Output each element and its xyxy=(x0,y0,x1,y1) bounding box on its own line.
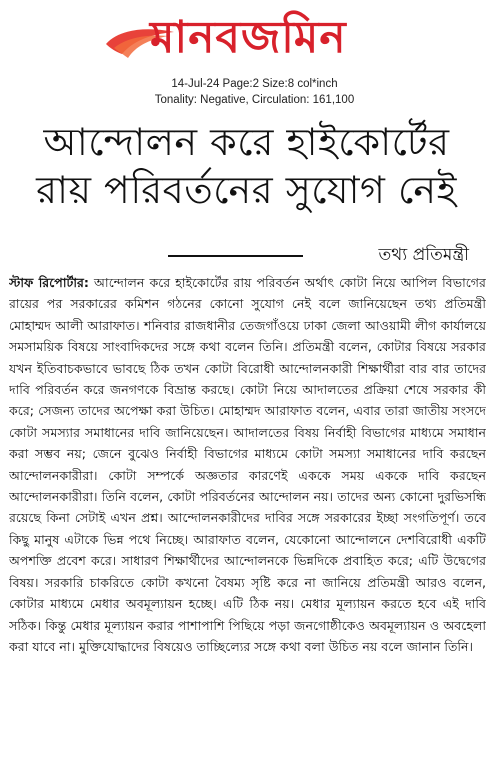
headline-line-1: আন্দোলন করে হাইকোর্টের xyxy=(43,120,450,164)
byline: তথ্য প্রতিমন্ত্রী xyxy=(378,245,469,265)
clip-meta-date-size: 14-Jul-24 Page:2 Size:8 col*inch xyxy=(171,78,338,90)
masthead-title: মানবজমিন xyxy=(150,12,347,63)
headline xyxy=(0,118,493,214)
byline-rule xyxy=(168,255,303,257)
headline-line-2: রায় পরিবর্তনের সুযোগ নেই xyxy=(36,168,457,212)
article-lead-label: স্টাফ রিপোর্টার: xyxy=(9,275,89,290)
masthead xyxy=(0,8,493,72)
clip-meta-tonality: Tonality: Negative, Circulation: 161,100 xyxy=(154,94,355,106)
article-body-text: আন্দোলন করে হাইকোর্টের রায় পরিবর্তন অর্থাৎ কোটা নিয়ে আপিল বিভাগের রায়ের পর সরকারের কমিশন গঠনের কোনো সুযোগ নেই বলে জানিয়েছেন তথ্য প্রতিমন্ত্রী মোহাম্মদ আলী আরাফাত। শনিবার রাজধানীর তেজগাঁওয়ে ঢাকা জেলা আওয়ামী লীগ কার্যালয়ে সমসাময়িক বিষয়ে সাংবাদিকদের সঙ্গে কথা বলেন তিনি। প্রতিমন্ত্রী বলেন, কোটার বিষয়ে সরকার যখন ইতিবাচকভাবে ভাবছে ঠিক তখন কোটা বিরোধী আন্দোলনকারী শিক্ষার্থীরা বার বার তাদের দাবি পরিবর্তন করে জনগণকে বিভ্রান্ত করছে। কোটা নিয়ে আদালতের প্রক্রিয়া শেষে সরকার কী করে; সেজন্য তাদের অপেক্ষা করা উচিত। মোহাম্মদ আরাফাত বলেন, এবার তারা জাতীয় সংসদে কোটা সমস্যার সমাধানের দাবি জানিয়েছেন। আদালতের বিষয় নির্বাহী বিভাগের মাধ্যমে সমাধান করা সম্ভব নয়; জেনে বুঝেও নির্বাহী বিভাগের মাধ্যমে কোটা সমস্যা সমাধানের দাবি করছেন আন্দোলনকারীরা। কোটা সম্পর্কে অজ্ঞতার কারণেই এককে সময় এককে দাবি করছেন আন্দোলনকারীরা। তিনি বলেন, কোটা পরিবর্তনের আন্দোলন নয়। তাদের অন্য কোনো দুরভিসন্ধি রয়েছে কিনা সেটাই এখন প্রশ্ন। আন্দোলনকারীদের দাবির সঙ্গে সরকারের ইচ্ছা সংগতিপূর্ণ। তবে কিছু মানুষ এটাকে ভিন্ন পথে নিচ্ছে। আরাফাত বলেন, যেকোনো আন্দোলনে দেশবিরোধী একটি অপশক্তি প্রবেশ করে। সাধারণ শিক্ষার্থীদের আন্দোলনকে ভিন্নদিকে প্রবাহিত করে; এটি উদ্বেগের বিষয়। সরকারি চাকরিতে কোটা কখনো বৈষম্য সৃষ্টি করে না জানিয়ে প্রতিমন্ত্রী আরও বলেন, কোটার মাধ্যমে মেধার অবমূল্যায়ন হচ্ছে। এটি ঠিক নয়। মেধার মূল্যায়ন করতে হবে এই দাবি সঠিক। কিন্তু মেধার মূল্যায়ন করার পাশাপাশি পিছিয়ে পড়া জনগোষ্ঠীকেও অবমূল্যায়ন ও অবহেলা করা যাবে না। মুক্তিযোদ্ধাদের বিষয়েও তাচ্ছিল্যের সঙ্গে কথা বলা উচিত নয় বলে জানান তিনি। xyxy=(9,275,486,654)
article-body xyxy=(9,272,486,772)
byline-row xyxy=(0,243,493,267)
